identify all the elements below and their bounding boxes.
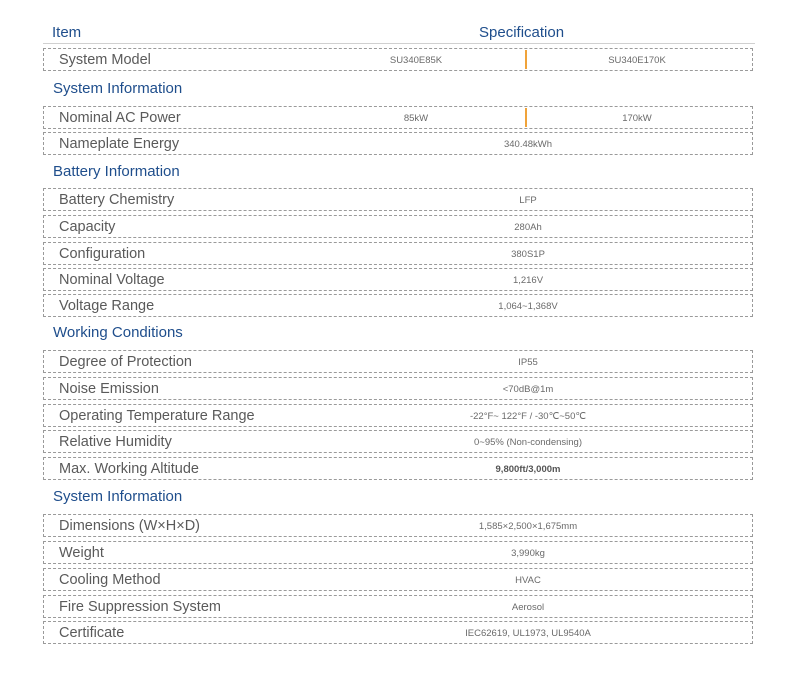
row-label: Dimensions (W×H×D) bbox=[59, 518, 200, 534]
row-relative-humidity bbox=[43, 430, 753, 453]
row-value: 380S1P bbox=[511, 249, 545, 260]
row-nameplate-energy bbox=[43, 132, 753, 155]
row-value: HVAC bbox=[515, 575, 541, 586]
row-label: Certificate bbox=[59, 625, 125, 641]
row-label: Max. Working Altitude bbox=[59, 461, 199, 477]
row-label: Degree of Protection bbox=[59, 354, 192, 370]
row-label: Nameplate Energy bbox=[59, 136, 180, 152]
row-configuration bbox=[43, 242, 753, 265]
row-label: Fire Suppression System bbox=[59, 599, 221, 615]
section-title: Working Conditions bbox=[53, 324, 183, 341]
column-divider bbox=[525, 50, 527, 69]
row-weight bbox=[43, 541, 753, 564]
row-battery-chemistry bbox=[43, 188, 753, 211]
column-divider bbox=[525, 108, 527, 127]
row-label: Configuration bbox=[59, 246, 146, 262]
row-label: System Model bbox=[59, 52, 151, 68]
row-label: Relative Humidity bbox=[59, 434, 172, 450]
row-system-model bbox=[43, 48, 753, 71]
row-value: 1,064~1,368V bbox=[498, 301, 558, 312]
row-value-right: 170kW bbox=[622, 113, 652, 124]
row-label: Capacity bbox=[59, 219, 116, 235]
row-value: 9,800ft/3,000m bbox=[495, 464, 561, 475]
row-value: 0~95% (Non-condensing) bbox=[474, 437, 582, 448]
row-label: Operating Temperature Range bbox=[59, 408, 255, 424]
table-header bbox=[43, 21, 755, 43]
header-divider bbox=[43, 43, 755, 44]
row-value: <70dB@1m bbox=[502, 384, 554, 395]
header-item: Item bbox=[52, 24, 82, 41]
row-value-left: SU340E85K bbox=[389, 55, 443, 66]
row-noise-emission bbox=[43, 377, 753, 400]
row-value: IEC62619, UL1973, UL9540A bbox=[465, 628, 591, 639]
row-value: LFP bbox=[519, 195, 537, 206]
row-value-right: SU340E170K bbox=[608, 55, 666, 66]
section-title: System Information bbox=[53, 488, 183, 505]
row-value-left: 85kW bbox=[403, 113, 429, 124]
row-value: 340.48kWh bbox=[503, 139, 553, 150]
row-degree-of-protection bbox=[43, 350, 753, 373]
row-label: Weight bbox=[59, 545, 104, 561]
row-value: -22°F~ 122°F / -30℃~50℃ bbox=[469, 411, 587, 422]
row-nominal-voltage bbox=[43, 268, 753, 291]
row-value: 280Ah bbox=[514, 222, 542, 233]
row-value: IP55 bbox=[518, 357, 538, 368]
row-label: Cooling Method bbox=[59, 572, 161, 588]
row-value: 3,990kg bbox=[511, 548, 545, 559]
row-operating-temperature-range bbox=[43, 404, 753, 427]
section-title: Battery Information bbox=[53, 163, 180, 180]
row-nominal-ac-power bbox=[43, 106, 753, 129]
row-certificate bbox=[43, 621, 753, 644]
row-label: Noise Emission bbox=[59, 381, 159, 397]
row-max-working-altitude bbox=[43, 457, 753, 480]
row-value: Aerosol bbox=[511, 602, 545, 613]
row-label: Nominal AC Power bbox=[59, 110, 181, 126]
row-voltage-range bbox=[43, 294, 753, 317]
row-value: 1,585×2,500×1,675mm bbox=[478, 521, 578, 532]
header-specification: Specification bbox=[479, 24, 565, 41]
row-cooling-method bbox=[43, 568, 753, 591]
section-title: System Information bbox=[53, 80, 183, 97]
row-dimensions bbox=[43, 514, 753, 537]
row-label: Nominal Voltage bbox=[59, 272, 165, 288]
row-capacity bbox=[43, 215, 753, 238]
row-fire-suppression-system bbox=[43, 595, 753, 618]
row-value: 1,216V bbox=[512, 275, 544, 286]
row-label: Battery Chemistry bbox=[59, 192, 175, 208]
row-label: Voltage Range bbox=[59, 298, 155, 314]
